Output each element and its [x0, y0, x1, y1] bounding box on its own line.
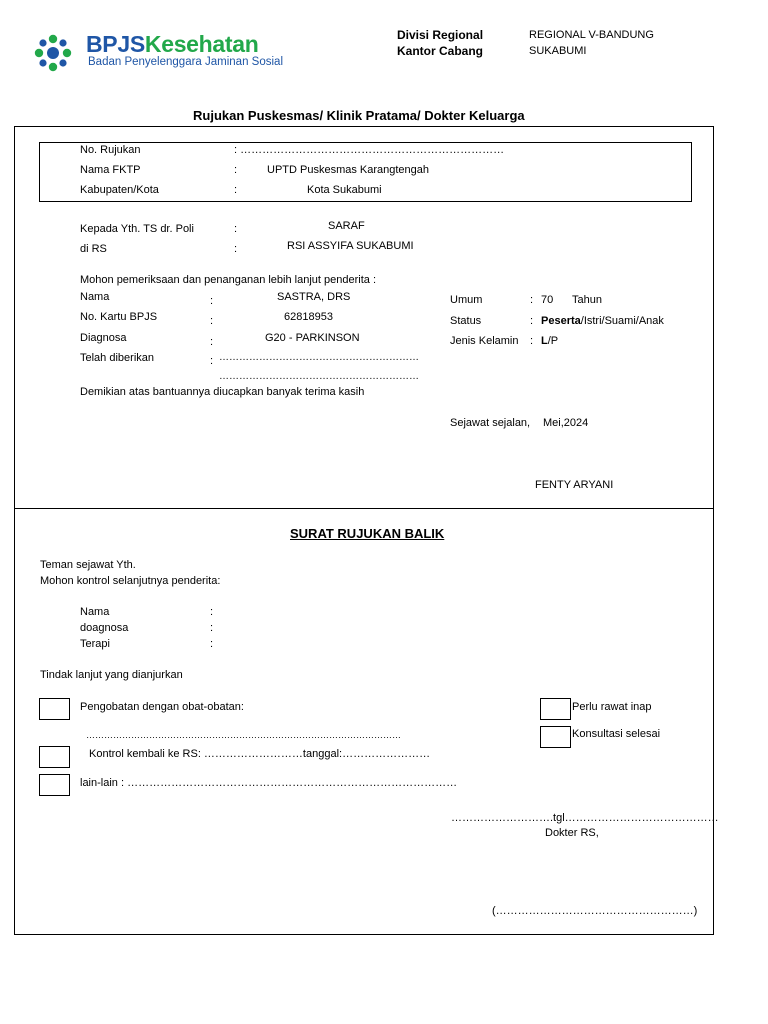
dokter-label: Dokter RS,	[545, 827, 599, 839]
colon: :	[234, 164, 238, 176]
section-divider	[14, 508, 713, 509]
status-label: Status	[450, 315, 482, 327]
balik-nama-label: Nama	[80, 606, 110, 618]
jk-options: /P	[547, 335, 559, 347]
umur-label: Umum	[450, 294, 483, 306]
bpjs-logo-icon	[34, 34, 72, 72]
colon: :	[210, 622, 214, 634]
colon: :	[234, 184, 238, 196]
balik-title: SURAT RUJUKAN BALIK	[290, 526, 445, 541]
colon: :	[530, 335, 534, 347]
rs-label: di RS	[80, 243, 107, 255]
konsultasi-checkbox[interactable]	[540, 726, 571, 748]
logo-brand2: Kesehatan	[144, 31, 259, 57]
sejawat-text: Sejawat sejalan,	[450, 417, 531, 429]
diberikan-label: Telah diberikan	[80, 352, 154, 364]
pengobatan-checkbox[interactable]	[39, 698, 70, 720]
colon: :	[210, 355, 214, 367]
colon: :	[210, 336, 214, 348]
jk-selected: L	[541, 335, 548, 347]
fktp-label: Nama FKTP	[80, 164, 141, 176]
balik-diagnosa-label: doagnosa	[80, 622, 129, 634]
status-value	[541, 315, 664, 327]
no-rujukan-value: : ………………………………………………………………	[234, 144, 505, 156]
rawat-inap-label: Perlu rawat inap	[572, 701, 652, 713]
divisi-value: REGIONAL V-BANDUNG	[529, 29, 654, 41]
tgl-line: ……………………….tgl……………………………………	[451, 812, 719, 824]
jk-label: Jenis Kelamin	[450, 335, 519, 347]
pengobatan-label: Pengobatan dengan obat-obatan:	[80, 701, 244, 713]
dokter-sign-line: (………………………………………………)	[492, 905, 698, 917]
kartu-value: 62818953	[284, 311, 333, 323]
closing-text: Demikian atas bantuannya diucapkan banyak terima kasih	[80, 386, 365, 398]
lain-checkbox[interactable]	[39, 774, 70, 796]
jk-value	[541, 335, 558, 347]
colon: :	[530, 294, 534, 306]
patient-intro: Mohon pemeriksaan dan penanganan lebih lanjut penderita :	[80, 274, 376, 286]
fktp-value: UPTD Puskesmas Karangtengah	[267, 164, 430, 176]
page-title: Rujukan Puskesmas/ Klinik Pratama/ Dokter Keluarga	[193, 108, 525, 123]
lain-label: lain-lain : ………………………………………………………………………………	[80, 777, 458, 789]
pengobatan-dots: ……………………………………………………………………………………………	[86, 730, 401, 740]
diberikan-dots-2: ……………………………………………………	[219, 371, 419, 382]
logo-brand: BPJS	[86, 31, 145, 57]
colon: :	[210, 295, 214, 307]
tindak-text: Tindak lanjut yang dianjurkan	[40, 669, 183, 681]
divisi-label: Divisi Regional	[397, 28, 484, 42]
status-options: /Istri/Suami/Anak	[580, 315, 664, 327]
colon: :	[210, 606, 214, 618]
kantor-label: Kantor Cabang	[397, 44, 484, 58]
diagnosa-value: G20 - PARKINSON	[265, 332, 360, 344]
colon: :	[210, 315, 214, 327]
colon: :	[234, 223, 238, 235]
kartu-label: No. Kartu BPJS	[80, 311, 158, 323]
kantor-value: SUKABUMI	[529, 45, 587, 57]
kepada-label: Kepada Yth. TS dr. Poli	[80, 223, 194, 235]
kontrol-label: Kontrol kembali ke RS: ………………………tanggal:……………………	[89, 748, 431, 760]
umur-value: 70	[541, 294, 554, 306]
balik-intro: Mohon kontrol selanjutnya penderita:	[40, 575, 221, 587]
konsultasi-label: Konsultasi selesai	[572, 728, 661, 740]
signature-name: FENTY ARYANI	[535, 479, 614, 491]
logo-tagline: Badan Penyelenggara Jaminan Sosial	[88, 56, 283, 68]
nama-value: SASTRA, DRS	[277, 291, 351, 303]
kab-value: Kota Sukabumi	[307, 184, 382, 196]
poli-value: SARAF	[328, 220, 365, 232]
balik-greeting: Teman sejawat Yth.	[40, 559, 136, 571]
no-rujukan-label: No. Rujukan	[80, 144, 141, 156]
kab-label: Kabupaten/Kota	[80, 184, 159, 196]
status-selected: Peserta	[541, 315, 581, 327]
colon: :	[530, 315, 534, 327]
rs-value: RSI ASSYIFA SUKABUMI	[287, 240, 414, 252]
signature-date: Mei,2024	[543, 417, 589, 429]
umur-unit: Tahun	[572, 294, 602, 306]
diberikan-dots-1: ……………………………………………………	[219, 352, 419, 363]
balik-terapi-label: Terapi	[80, 638, 110, 650]
diagnosa-label: Diagnosa	[80, 332, 127, 344]
rawat-inap-checkbox[interactable]	[540, 698, 571, 720]
kontrol-checkbox[interactable]	[39, 746, 70, 768]
colon: :	[234, 243, 238, 255]
colon: :	[210, 638, 214, 650]
nama-label: Nama	[80, 291, 110, 303]
